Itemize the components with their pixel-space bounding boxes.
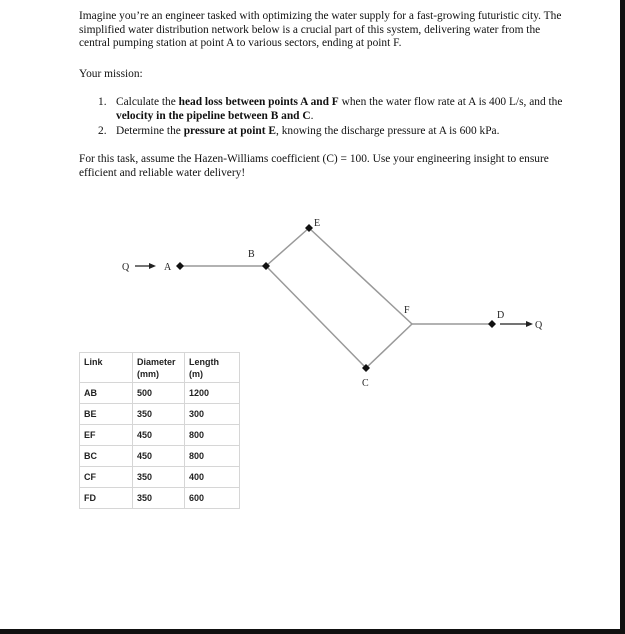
cell-link: FD (80, 488, 133, 509)
node-d-diamond-icon (488, 320, 496, 328)
cell-diameter: 350 (133, 488, 185, 509)
table-row (80, 404, 240, 425)
task-number: 2. (98, 125, 107, 138)
cell-link: EF (80, 425, 133, 446)
table-header-row (80, 353, 240, 383)
cell-diameter: 350 (133, 467, 185, 488)
cell-diameter: 450 (133, 446, 185, 467)
pipe-data-table (79, 352, 240, 509)
inflow-q-label: Q (122, 262, 130, 273)
task-emphasis: head loss between points A and F (178, 96, 339, 108)
node-a-label: A (164, 262, 172, 273)
task-text: . (310, 109, 314, 122)
header-length: Length (m) (185, 353, 240, 383)
node-e-label: E (314, 218, 321, 229)
pipe-cf (366, 324, 412, 368)
pipe-ef (309, 228, 412, 324)
header-link: Link (80, 353, 133, 383)
task-text: Determine the (116, 125, 184, 138)
intro-paragraph: Imagine you’re an engineer tasked with optimizing the water supply for a fast-growing futuristic city. The simplified water distribution network below is a crucial part of this system, delivering water from the central pumping station at point A to various sectors, ending at point F. (79, 10, 562, 50)
inflow-arrow-head-icon (149, 263, 156, 269)
cell-length: 300 (185, 404, 240, 425)
cell-length: 400 (185, 467, 240, 488)
task-text: when the water flow rate at A is 400 L/s, and the (338, 96, 563, 108)
mission-heading: Your mission: (79, 68, 143, 80)
cell-length: 800 (185, 446, 240, 467)
task-emphasis: velocity in the pipeline between B and C (116, 109, 311, 122)
cell-length: 600 (185, 488, 240, 509)
node-c-label: C (362, 378, 369, 389)
header-diameter: Diameter (mm) (133, 353, 185, 383)
cell-diameter: 350 (133, 404, 185, 425)
task-text: Calculate the (116, 96, 179, 108)
task-text: , knowing the discharge pressure at A is 600 kPa. (276, 125, 500, 138)
task-emphasis: pressure at point E (183, 125, 276, 138)
node-f-label: F (404, 305, 410, 316)
cell-length: 1200 (185, 383, 240, 404)
cell-link: BE (80, 404, 133, 425)
task-number: 1. (98, 96, 107, 108)
outflow-arrow-head-icon (526, 321, 533, 327)
pipe-bc (266, 266, 366, 368)
pipe-be (266, 228, 309, 266)
table-row (80, 488, 240, 509)
cell-diameter: 450 (133, 425, 185, 446)
cell-diameter: 500 (133, 383, 185, 404)
outflow-q-label: Q (535, 320, 543, 331)
cell-length: 800 (185, 425, 240, 446)
assumption-paragraph: For this task, assume the Hazen-Williams coefficient (C) = 100. Use your engineering insight to ensure efficient and reliable water delivery! (79, 153, 549, 179)
cell-link: BC (80, 446, 133, 467)
table-row (80, 383, 240, 404)
table-row (80, 446, 240, 467)
table-row (80, 467, 240, 488)
table-row (80, 425, 240, 446)
cell-link: CF (80, 467, 133, 488)
node-b-label: B (248, 249, 255, 260)
node-a-diamond-icon (176, 262, 184, 270)
cell-link: AB (80, 383, 133, 404)
node-d-label: D (497, 310, 505, 321)
